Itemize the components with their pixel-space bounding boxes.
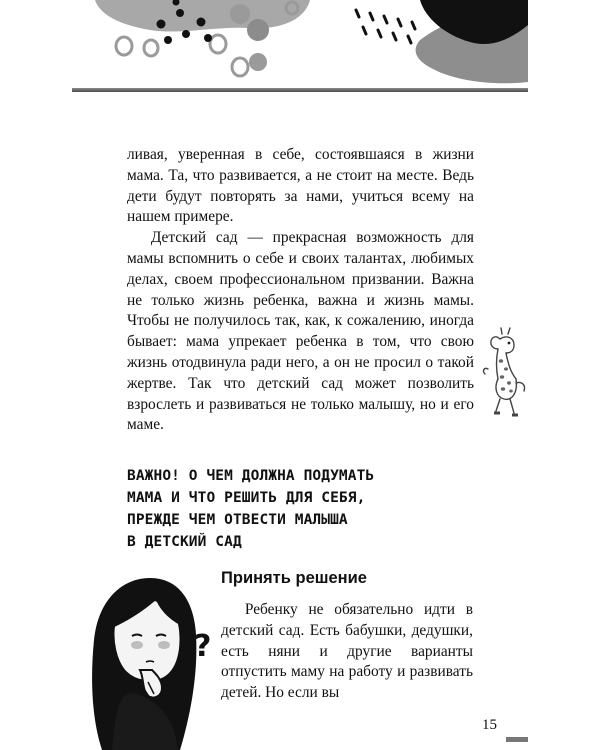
- heading-line: В ДЕТСКИЙ САД: [127, 534, 242, 550]
- body-text: [127, 145, 474, 436]
- top-decoration: [0, 0, 600, 100]
- subsection-paragraph: Ребенку не обязательно идти в детский сад. Есть бабушки, дедушки, есть няни и другие варианты отпустить маму на работу и развивать детей. Но если вы: [221, 601, 473, 702]
- page-number: 15: [482, 717, 497, 733]
- paragraph-2: Детский сад — прекрасная возможность для мамы вспомнить о себе и своих талантах, любимых делах, своем профессиональном призвании. Важна не только жизнь ребенка, важна и жизнь мамы. Чтобы не получилось так, как, к сожалению, иногда бывает: мама упрекает ребенка в том, что свою жизнь отодвинула ради него, а он не просил о такой жертве. Так что детский сад может позволить взрослеть и развиваться не только малышу, но и его маме.: [127, 229, 474, 434]
- subsection-text: [221, 600, 473, 704]
- thinking-woman-icon: [82, 570, 222, 750]
- subsection-title: Принять решение: [221, 569, 367, 587]
- black-dashes: [356, 10, 415, 43]
- corner-mark: [506, 737, 528, 742]
- question-mark: ?: [194, 629, 212, 664]
- heading-line: ПРЕЖДЕ ЧЕМ ОТВЕСТИ МАЛЫША: [127, 512, 348, 528]
- heading-line: МАМА И ЧТО РЕШИТЬ ДЛЯ СЕБЯ,: [127, 490, 366, 506]
- header-rule: [72, 88, 528, 92]
- heading-line: ВАЖНО! О ЧЕМ ДОЛЖНА ПОДУМАТЬ: [127, 468, 375, 484]
- section-heading: [127, 465, 487, 553]
- giraffe-icon: [476, 325, 536, 420]
- paragraph-1: ливая, уверенная в себе, состоявшаяся в жизни мама. Та, что развивается, а не стоит на месте. Ведь дети будут повторять за нами, учиться всему на нашем примере.: [127, 146, 474, 226]
- gray-blob-left: [95, 0, 310, 32]
